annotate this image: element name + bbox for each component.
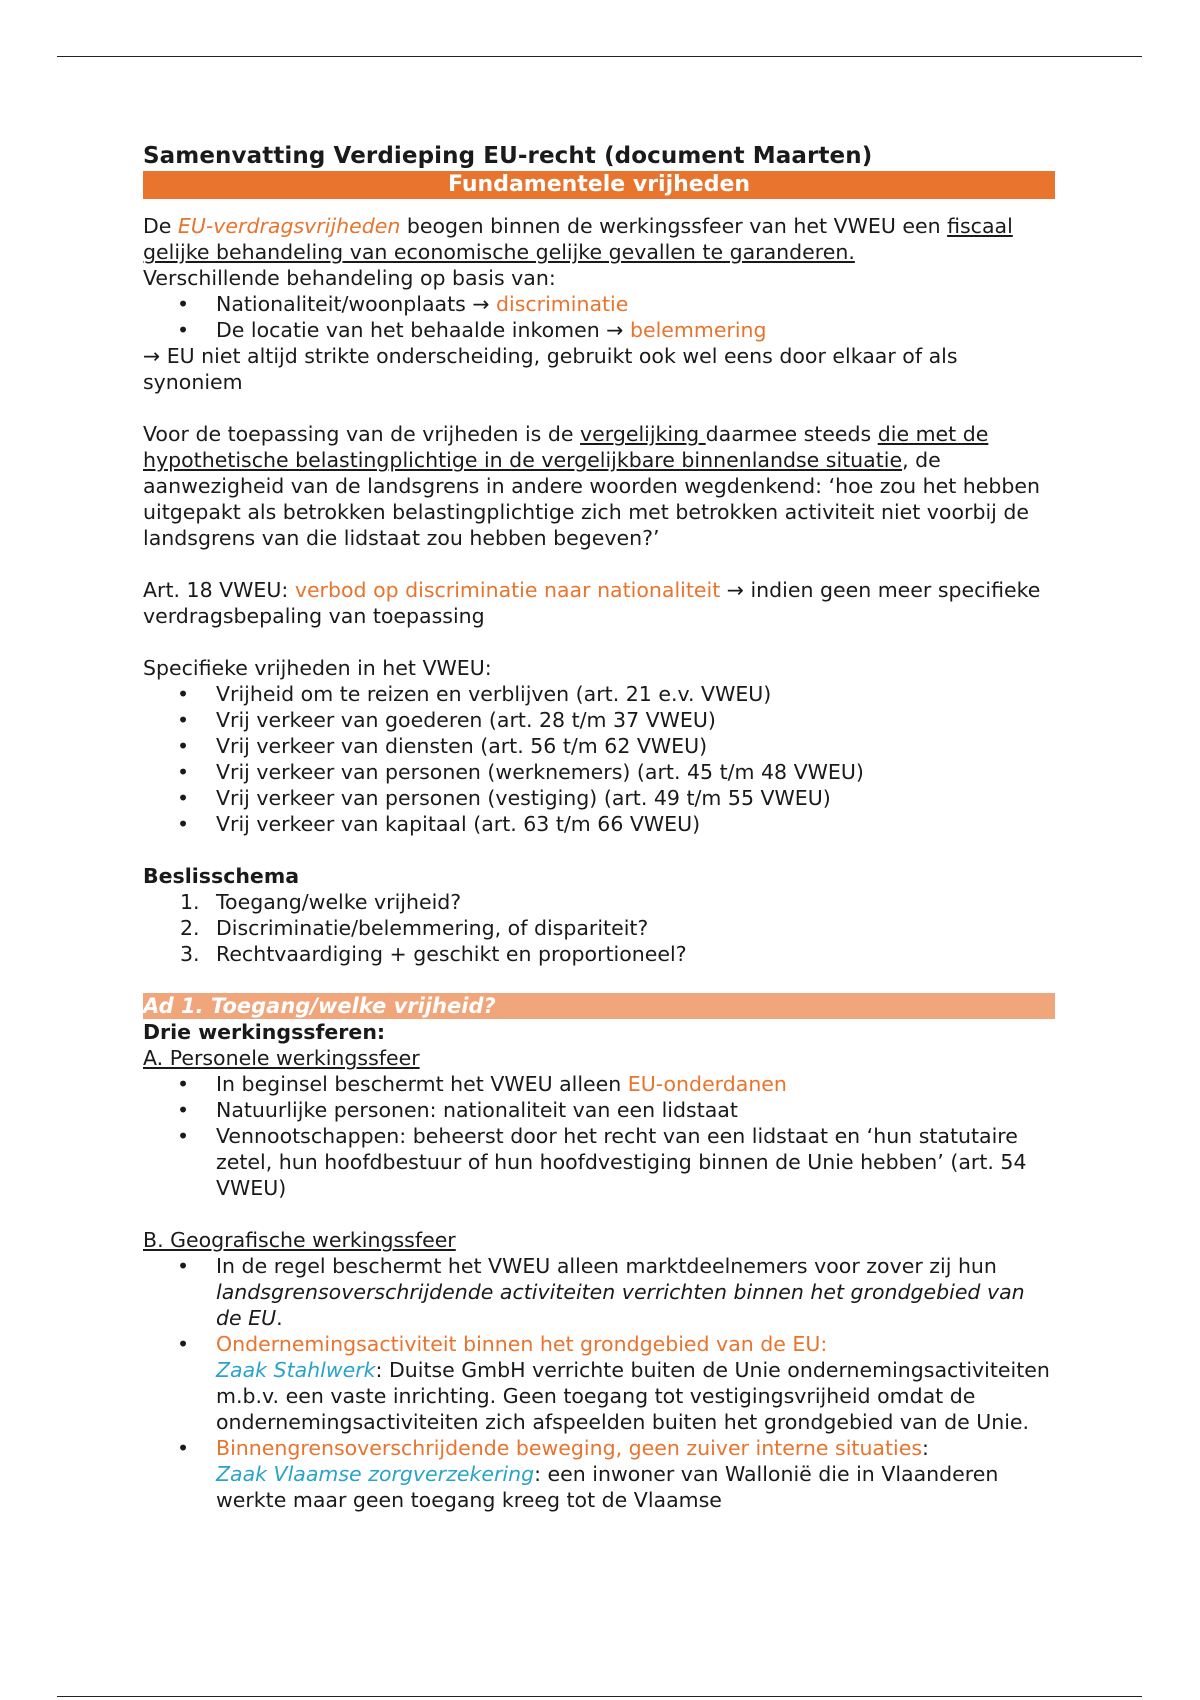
list-text: : <box>922 1436 929 1460</box>
list-number: 2. <box>180 916 200 940</box>
intro-line-3: Verschillende behandeling op basis van: <box>143 266 556 290</box>
intro-text-2: beogen binnen de werkingssfeer van het VWEU een <box>400 214 948 238</box>
list-item: • Vrij verkeer van kapitaal (art. 63 t/m 66 VWEU) <box>143 811 1055 837</box>
intro-note: → EU niet altijd strikte onderscheiding, gebruikt ook wel eens door elkaar of als synoniem <box>143 344 958 394</box>
compare-underline-2: die met de hypothetische belastingplichtige in de vergelijkbare binnenlandse situatie <box>143 422 989 472</box>
compare-text-1: Voor de toepassing van de vrijheden is de <box>143 422 581 446</box>
list-highlight: Ondernemingsactiviteit binnen het grondgebied van de EU: <box>216 1332 828 1356</box>
list-item: • Vrij verkeer van personen (werknemers) (art. 45 t/m 48 VWEU) <box>143 759 1055 785</box>
bullet-text: Nationaliteit/woonplaats → <box>216 292 497 316</box>
art18-paragraph <box>143 577 1055 629</box>
intro-paragraph <box>143 213 1055 265</box>
personal-scope-heading: A. Personele werkingssfeer <box>143 1046 420 1070</box>
intro-underline: fiscaal gelijke behandeling van economische gelijke gevallen te garanderen. <box>143 214 1013 264</box>
list-item <box>143 915 1055 941</box>
case-name: Zaak Vlaamse zorgverzekering <box>216 1462 535 1486</box>
specific-heading: Specifieke vrijheden in het VWEU: <box>143 656 492 680</box>
list-item <box>143 1435 1055 1513</box>
list-item <box>143 317 1055 343</box>
list-text: : een inwoner van Wallonië die in Vlaanderen werkte maar geen toegang kreeg tot de Vlaamse <box>216 1462 999 1512</box>
document-page <box>143 142 1055 1513</box>
intro-bullets <box>143 291 1055 343</box>
list-italic: landsgrensoverschrijdende activiteiten verrichten binnen het grondgebied van de EU <box>216 1280 1025 1330</box>
list-item: • Natuurlijke personen: nationaliteit van een lidstaat <box>143 1097 1055 1123</box>
case-name: Zaak Stahlwerk <box>216 1358 376 1382</box>
list-text: : Duitse GmbH verrichte buiten de Unie ondernemingsactiviteiten m.b.v. een vaste inrichting. Geen toegang tot vestigingsvrijheid omdat de ondernemingsactiviteiten zich afspeelden buiten het grondgebied van de Unie. <box>216 1358 1050 1434</box>
list-text: Toegang/welke vrijheid? <box>216 890 462 914</box>
list-number: 1. <box>180 890 200 914</box>
geographic-scope-heading: B. Geografische werkingssfeer <box>143 1228 456 1252</box>
compare-text-3: , de aanwezigheid van de landsgrens in andere woorden wegdenkend: ‘hoe zou het hebben uitgepakt als betrokken belastingplichtige zich met betrokken activiteit niet voorbij de landsgrens van die lidstaat zou hebben begeven?’ <box>143 448 1040 550</box>
list-text: Rechtvaardiging + geschikt en proportioneel? <box>216 942 687 966</box>
personal-scope-list <box>143 1071 1055 1201</box>
intro-highlight: EU-verdragsvrijheden <box>177 214 401 238</box>
compare-underline-1: vergelijking <box>580 422 706 446</box>
art18-text-1: Art. 18 VWEU: <box>143 578 295 602</box>
compare-text-2: daarmee steeds <box>705 422 878 446</box>
list-text: Discriminatie/belemmering, of dispariteit? <box>216 916 649 940</box>
ad1-banner: Ad 1. Toegang/welke vrijheid? <box>143 993 1055 1019</box>
geographic-scope-list <box>143 1253 1055 1513</box>
bullet-highlight: belemmering <box>629 318 767 342</box>
list-item <box>143 941 1055 967</box>
document-title: Samenvatting Verdieping EU-recht (document Maarten) <box>143 143 873 169</box>
list-item <box>143 291 1055 317</box>
comparison-paragraph <box>143 421 1055 551</box>
beslis-list <box>143 889 1055 967</box>
list-item: • Vennootschappen: beheerst door het recht van een lidstaat en ‘hun statutaire zetel, hun hoofdbestuur of hun hoofdvestiging binnen de Unie hebben’ (art. 54 VWEU) <box>143 1123 1055 1201</box>
art18-text-2: → indien geen meer specifieke verdragsbepaling van toepassing <box>143 578 1041 628</box>
list-highlight: Binnengrensoverschrijdende beweging, geen zuiver interne situaties <box>216 1436 923 1460</box>
list-text-end: . <box>276 1306 283 1330</box>
footer-rule <box>57 1696 1142 1697</box>
ad1-heading: Drie werkingssferen: <box>143 1020 386 1044</box>
specific-list <box>143 681 1055 837</box>
section-banner: Fundamentele vrijheden <box>143 171 1055 199</box>
beslis-heading: Beslisschema <box>143 864 300 888</box>
list-item: • Vrij verkeer van diensten (art. 56 t/m 62 VWEU) <box>143 733 1055 759</box>
bullet-highlight: discriminatie <box>496 292 629 316</box>
list-item <box>143 889 1055 915</box>
list-item: • Vrij verkeer van goederen (art. 28 t/m 37 VWEU) <box>143 707 1055 733</box>
art18-highlight: verbod op discriminatie naar nationaliteit <box>294 578 721 602</box>
list-item: • Vrijheid om te reizen en verblijven (art. 21 e.v. VWEU) <box>143 681 1055 707</box>
list-item <box>143 1071 1055 1097</box>
header-rule <box>57 56 1142 57</box>
list-number: 3. <box>180 942 200 966</box>
list-item: • Vrij verkeer van personen (vestiging) (art. 49 t/m 55 VWEU) <box>143 785 1055 811</box>
list-highlight: EU-onderdanen <box>627 1072 787 1096</box>
list-item <box>143 1331 1055 1435</box>
bullet-text: De locatie van het behaalde inkomen → <box>216 318 630 342</box>
list-item <box>143 1253 1055 1331</box>
intro-text-1: De <box>143 214 178 238</box>
list-text: In beginsel beschermt het VWEU alleen <box>216 1072 628 1096</box>
list-text: In de regel beschermt het VWEU alleen marktdeelnemers voor zover zij hun <box>216 1254 997 1278</box>
